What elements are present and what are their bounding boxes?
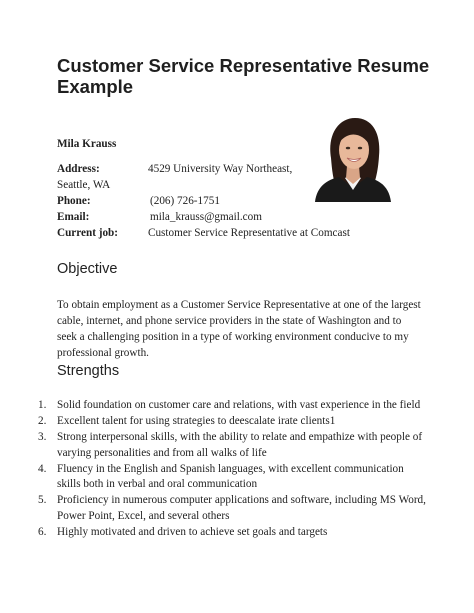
email-value: mila_krauss@gmail.com <box>150 211 262 223</box>
list-item-number: 2. <box>38 415 47 427</box>
address-value: 4529 University Way Northeast, <box>148 163 293 175</box>
contact-block <box>57 136 437 241</box>
objective-heading: Objective <box>57 261 118 277</box>
address-value-line2: Seattle, WA <box>57 179 111 191</box>
list-item-text: Highly motivated and driven to achieve set goals and targets <box>57 525 328 538</box>
address-label: Address: <box>57 163 100 175</box>
email-label: Email: <box>57 211 90 223</box>
current-job-label: Current job: <box>57 227 119 239</box>
page-title: Customer Service Representative Resume Example <box>57 55 430 97</box>
address-row <box>57 161 437 177</box>
list-item-number: 6. <box>38 525 47 538</box>
list-item-number: 4. <box>38 462 47 475</box>
phone-label: Phone: <box>57 195 91 207</box>
current-job-value: Customer Service Representative at Comcast <box>148 227 350 239</box>
list-item-text: Excellent talent for using strategies to deescalate irate clients1 <box>57 415 336 427</box>
phone-value: (206) 726-1751 <box>150 195 220 207</box>
list-item-number: 5. <box>38 494 47 506</box>
list-item <box>38 398 428 414</box>
list-item <box>38 414 428 430</box>
list-item-text: Proficiency in numerous computer applications and software, including MS Word, Power Point, Excel, and several others <box>57 494 426 522</box>
candidate-name: Mila Krauss <box>57 138 117 150</box>
list-item <box>38 493 428 524</box>
strengths-list <box>38 398 428 541</box>
email-row <box>57 209 437 225</box>
list-item-text: Solid foundation on customer care and relations, with vast experience in the field <box>57 399 421 411</box>
address-row-continued <box>57 177 437 193</box>
objective-text: To obtain employment as a Customer Service Representative at one of the largest cable, internet, and phone service providers in the state of Washington and to seek a challenging position in a type of working environment conducive to my professional growth. <box>57 299 421 359</box>
list-item-number: 1. <box>38 399 47 411</box>
current-job-row <box>57 225 437 241</box>
list-item-text: Strong interpersonal skills, with the ability to relate and empathize with people of varying personalities and from all walks of life <box>57 431 423 459</box>
list-item-number: 3. <box>38 431 47 443</box>
list-item-text: Fluency in the English and Spanish languages, with excellent communication skills both in verbal and oral communication <box>57 462 404 490</box>
list-item <box>38 462 428 493</box>
phone-row <box>57 193 437 209</box>
list-item <box>38 430 428 461</box>
strengths-heading: Strengths <box>57 363 120 379</box>
list-item <box>38 525 428 541</box>
